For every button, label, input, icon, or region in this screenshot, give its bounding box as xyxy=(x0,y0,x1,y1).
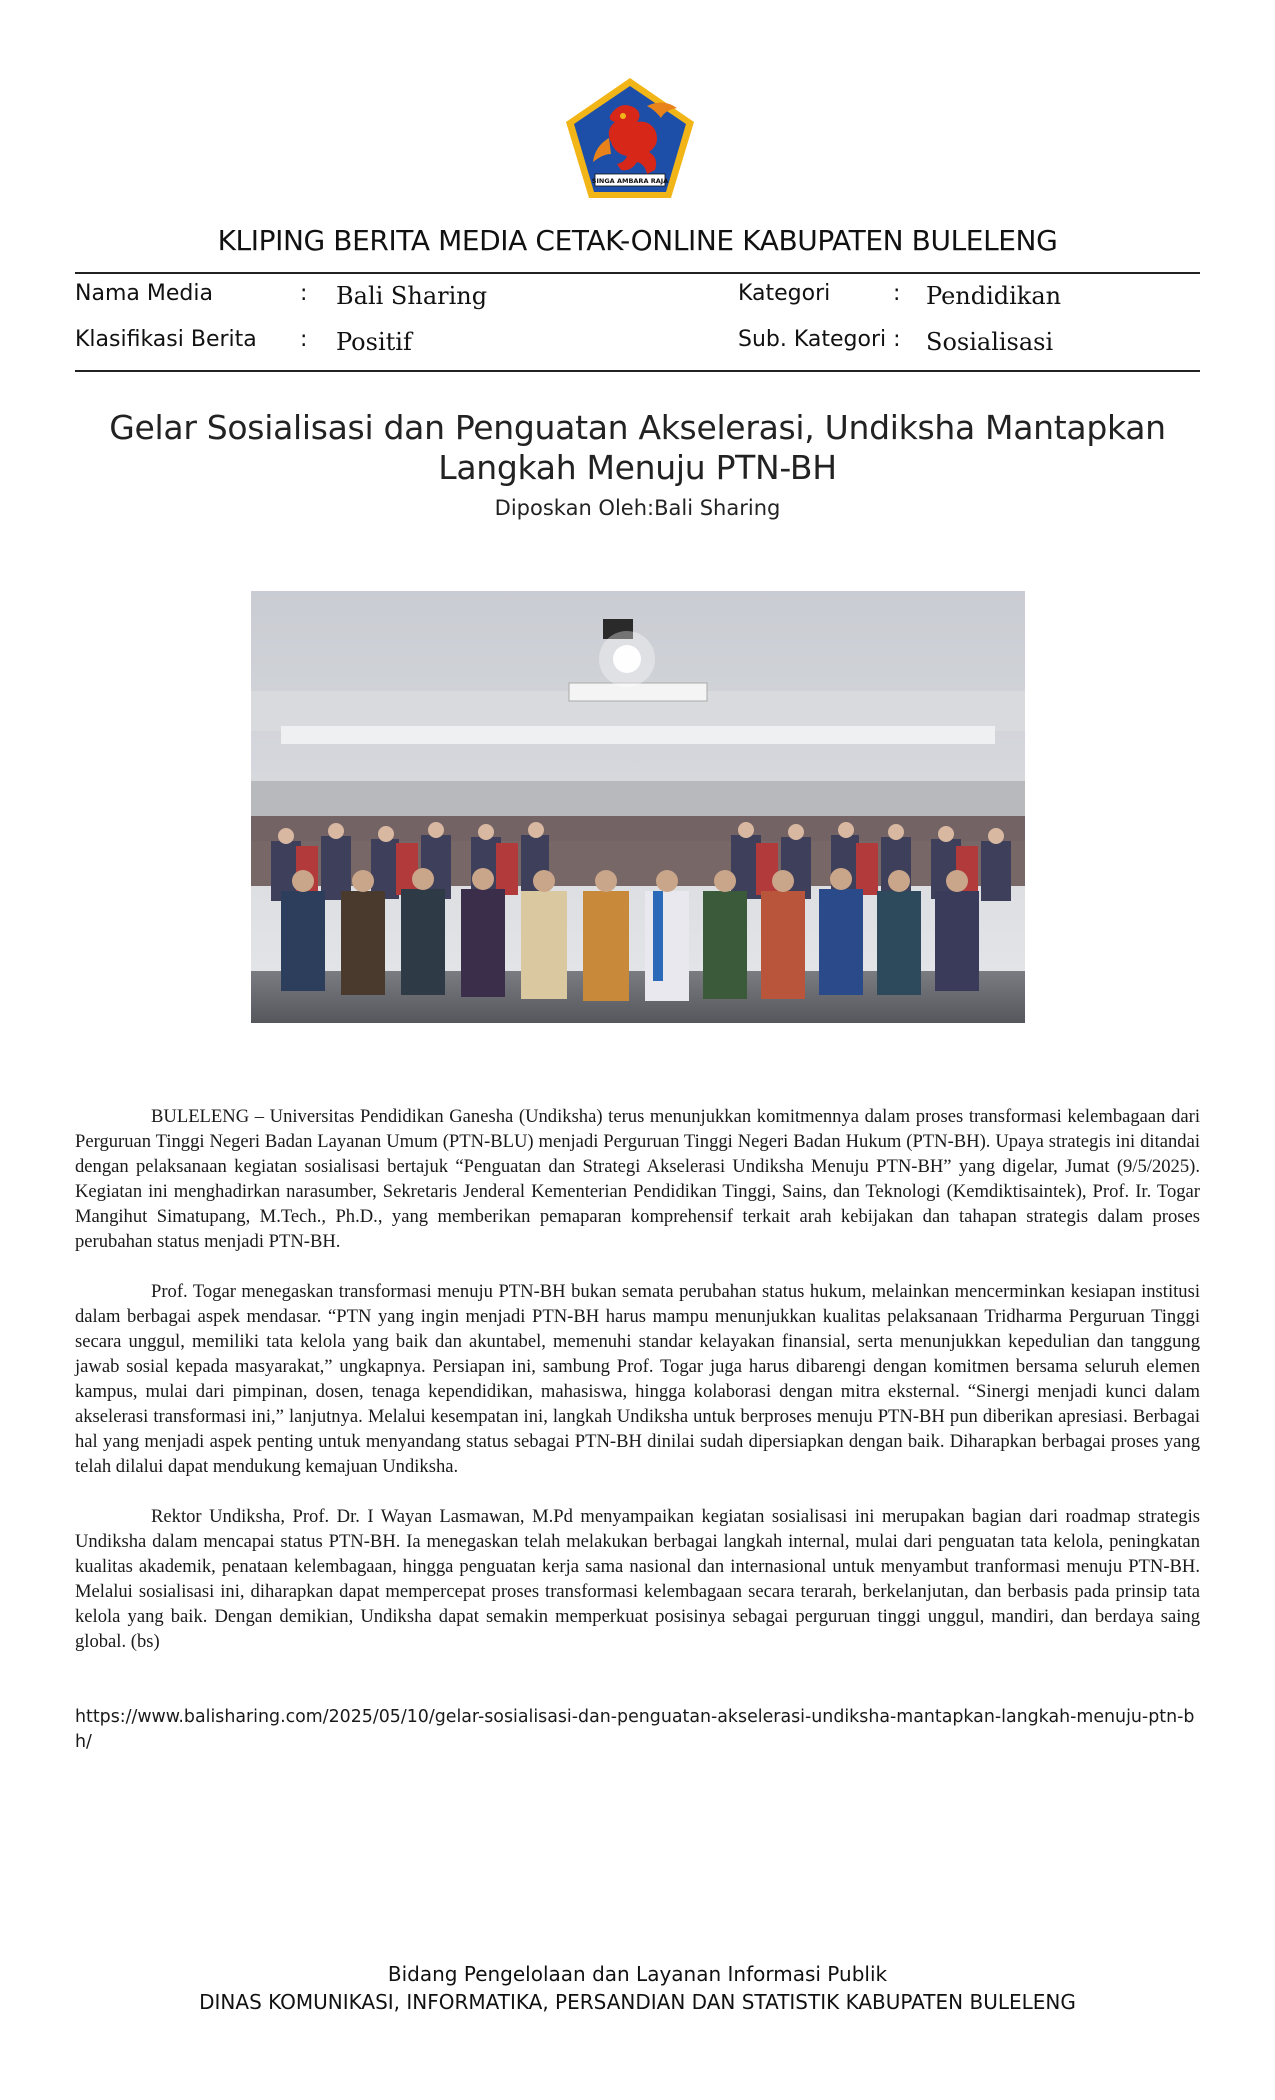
nama-media-label: Nama Media xyxy=(75,281,213,306)
kategori-label: Kategori xyxy=(738,281,831,306)
kabupaten-buleleng-logo xyxy=(563,76,697,200)
nama-media-value: Bali Sharing xyxy=(336,282,488,310)
article-body xyxy=(75,1104,1200,1679)
logo-motto-text: SINGA AMBARA RAJA xyxy=(591,177,669,185)
headline-line-1: Gelar Sosialisasi dan Penguatan Akselerasi, Undiksha Mantapkan xyxy=(109,408,1166,447)
article-source-url[interactable]: https://www.balisharing.com/2025/05/10/gelar-sosialisasi-dan-penguatan-akselerasi-undiksha-mantapkan-langkah-menuju-ptn-bh/ xyxy=(75,1707,1195,1752)
article-photo xyxy=(251,591,1025,1023)
header-rule-top xyxy=(75,272,1200,274)
klasifikasi-colon: : xyxy=(300,327,308,352)
kategori-colon: : xyxy=(893,281,901,306)
footer-division: Bidang Pengelolaan dan Layanan Informasi Publik xyxy=(387,1962,888,1986)
kategori-value: Pendidikan xyxy=(926,282,1062,310)
article-headline xyxy=(100,408,1175,488)
sub-kategori-value: Sosialisasi xyxy=(926,328,1054,356)
header-rule-bottom xyxy=(75,370,1200,372)
article-paragraph-2: Prof. Togar menegaskan transformasi menuju PTN-BH bukan semata perubahan status hukum, melainkan mencerminkan kesiapan institusi dalam berbagai aspek mendasar. “PTN yang ingin menjadi PTN-BH harus mampu menunjukkan kualitas pelaksanaan Tridharma Perguruan Tinggi secara unggul, memiliki tata kelola yang baik dan akuntabel, memenuhi standar kelayakan finansial, serta menunjukkan kepedulian dan tanggung jawab sosial kepada masyarakat,” ungkapnya. Persiapan ini, sambung Prof. Togar juga harus dibarengi dengan komitmen bersama seluruh elemen kampus, mulai dari pimpinan, dosen, tenaga kependidikan, mahasiswa, hingga kolaborasi dengan mitra eksternal. “Sinergi menjadi kunci dalam akselerasi transformasi ini,” lanjutnya. Melalui kesempatan ini, langkah Undiksha untuk berproses menuju PTN-BH pun diberikan apresiasi. Berbagai hal yang menjadi aspek penting untuk menyandang status sebagai PTN-BH dinilai sudah dipersiapkan dengan baik. Diharapkan berbagai proses yang telah dilalui dapat mendukung kemajuan Undiksha. xyxy=(75,1281,1200,1477)
article-paragraph-1: BULELENG – Universitas Pendidikan Ganesha (Undiksha) terus menunjukkan komitmennya dalam proses transformasi kelembagaan dari Perguruan Tinggi Negeri Badan Layanan Umum (PTN-BLU) menjadi Perguruan Tinggi Negeri Badan Hukum (PTN-BH). Upaya strategis ini ditandai dengan pelaksanaan kegiatan sosialisasi bertajuk “Penguatan dan Strategi Akselerasi Undiksha Menuju PTN-BH” yang digelar, Jumat (9/5/2025). Kegiatan ini menghadirkan narasumber, Sekretaris Jenderal Kementerian Pendidikan Tinggi, Sains, dan Teknologi (Kemdiktisaintek), Prof. Ir. Togar Mangihut Simatupang, M.Tech., Ph.D., yang memberikan pemaparan komprehensif terkait arah kebijakan dan tahapan strategis dalam proses perubahan status menjadi PTN-BH. xyxy=(75,1106,1200,1252)
klasifikasi-value: Positif xyxy=(336,328,412,356)
footer-department: DINAS KOMUNIKASI, INFORMATIKA, PERSANDIAN DAN STATISTIK KABUPATEN BULELENG xyxy=(199,1990,1076,2014)
article-byline: Diposkan Oleh:Bali Sharing xyxy=(494,496,781,520)
klasifikasi-label: Klasifikasi Berita xyxy=(75,327,257,352)
article-paragraph-3: Rektor Undiksha, Prof. Dr. I Wayan Lasmawan, M.Pd menyampaikan kegiatan sosialisasi ini merupakan bagian dari roadmap strategis Undiksha dalam mencapai status PTN-BH. Ia menegaskan telah melakukan berbagai langkah internal, mulai dari penguatan tata kelola, peningkatan kualitas akademik, penataan kelembagaan, hingga penguatan kerja sama nasional dan internasional untuk menyambut tranformasi menuju PTN-BH. Melalui sosialisasi ini, diharapkan dapat mempercepat proses transformasi kelembagaan secara terarah, berkelanjutan, dan berbasis pada prinsip tata kelola yang baik. Dengan demikian, Undiksha dapat semakin memperkuat posisinya sebagai perguruan tinggi unggul, mandiri, dan berdaya saing global. (bs) xyxy=(75,1506,1200,1652)
headline-line-2: Langkah Menuju PTN-BH xyxy=(438,448,837,487)
clipping-header-title: KLIPING BERITA MEDIA CETAK-ONLINE KABUPATEN BULELENG xyxy=(217,224,1058,257)
sub-kategori-label: Sub. Kategori : xyxy=(738,327,901,352)
nama-media-colon: : xyxy=(300,281,308,306)
